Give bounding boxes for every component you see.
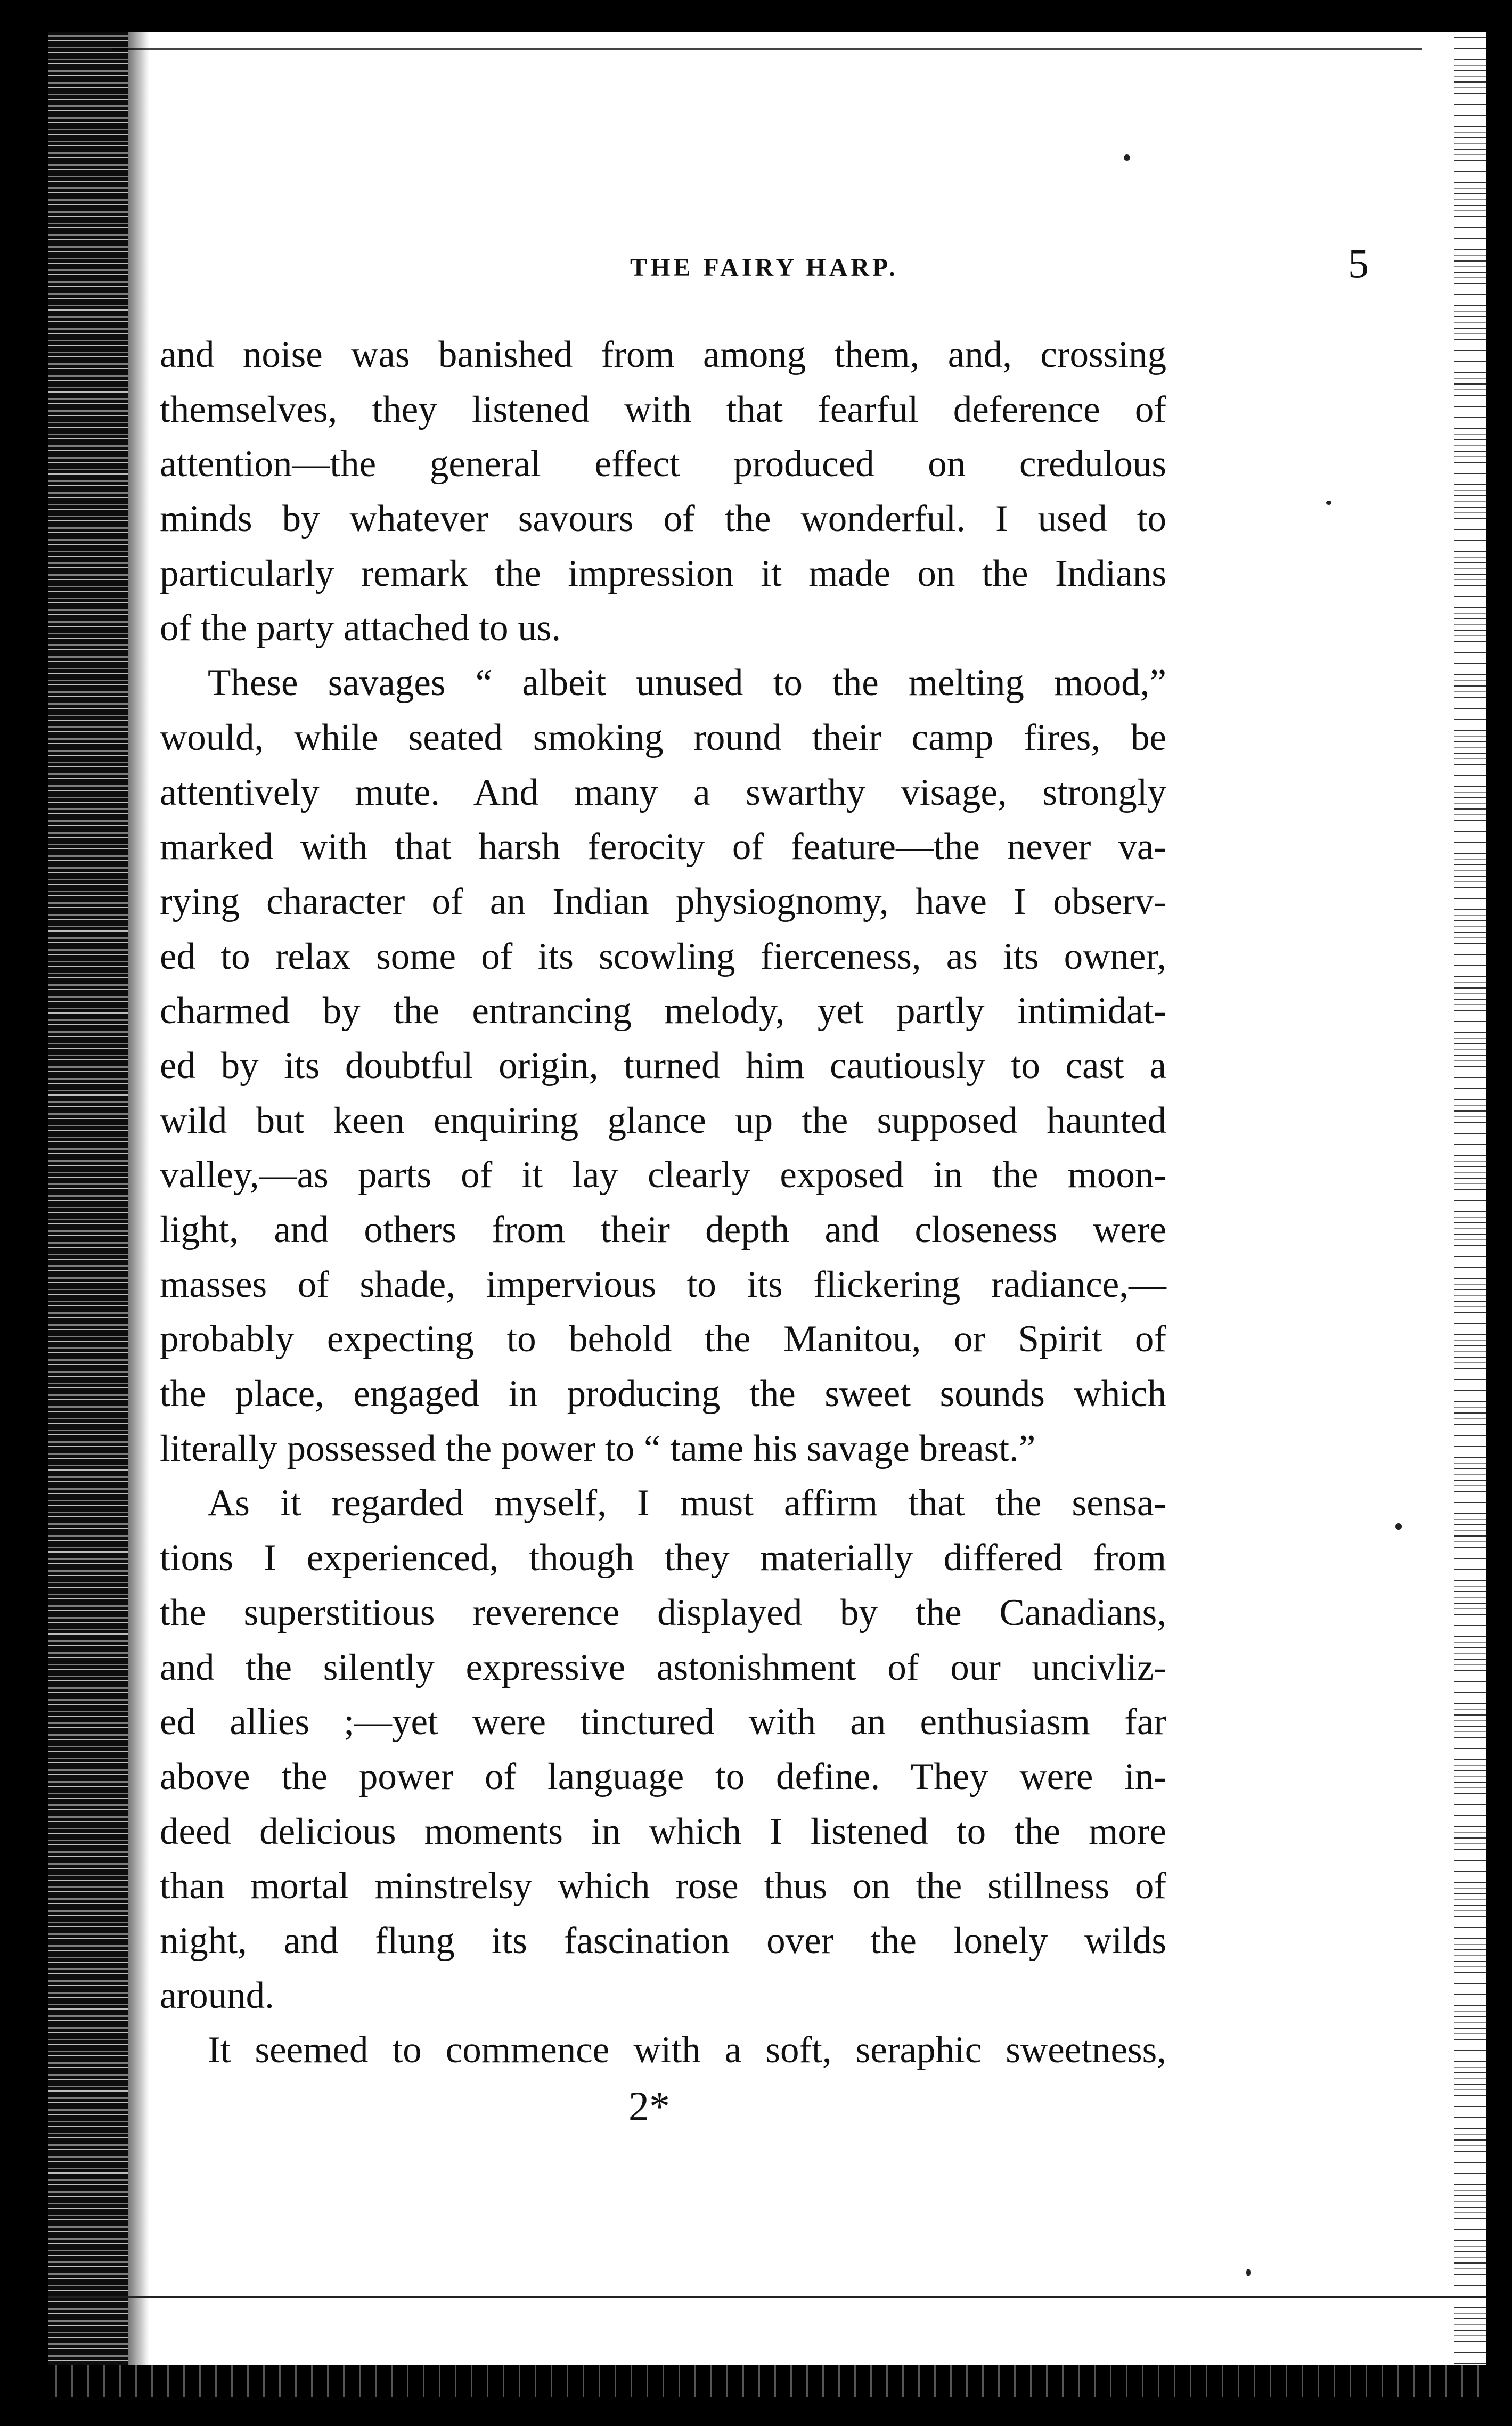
page-number: 5 xyxy=(1348,240,1369,287)
ink-speck xyxy=(1395,1523,1402,1530)
text-line: and noise was banished from among them, and, crossing xyxy=(160,334,1166,375)
text-line: tions I experienced, though they materially differed from xyxy=(160,1537,1166,1579)
text-line: literally possessed the power to “ tame his savage breast.” xyxy=(160,1427,1036,1469)
text-line: charmed by the entrancing melody, yet partly intimidat- xyxy=(160,990,1166,1032)
top-scan-rule xyxy=(112,48,1422,50)
gutter-shadow xyxy=(128,32,149,2397)
text-line: minds by whatever savours of the wonderful. I used to xyxy=(160,498,1166,540)
text-line: would, while seated smoking round their camp fires, be xyxy=(160,716,1166,758)
text-line: particularly remark the impression it made on the Indians xyxy=(160,552,1166,594)
text-line: night, and flung its fascination over the lonely wilds xyxy=(160,1919,1166,1962)
text-line: and the silently expressive astonishment of our uncivliz- xyxy=(160,1646,1166,1688)
page-header xyxy=(160,224,1369,288)
text-line: valley,—as parts of it lay clearly exposed in the moon- xyxy=(160,1154,1166,1196)
text-line: the place, engaged in producing the sweet sounds which xyxy=(160,1373,1166,1415)
text-line: attention—the general effect produced on credulous xyxy=(160,443,1166,485)
body-text xyxy=(160,328,1166,2078)
gutter-edge xyxy=(48,32,128,2397)
text-line: than mortal minstrelsy which rose thus on the stillness of xyxy=(160,1865,1166,1907)
text-line: rying character of an Indian physiognomy, have I observ- xyxy=(160,880,1166,922)
text-line: As it regarded myself, I must affirm that the sensa- xyxy=(208,1482,1166,1524)
ink-speck xyxy=(1124,154,1130,161)
text-line: the superstitious reverence displayed by the Canadians, xyxy=(160,1591,1166,1633)
text-line: wild but keen enquiring glance up the supposed haunted xyxy=(160,1099,1166,1141)
text-line: masses of shade, impervious to its flickering radiance,— xyxy=(160,1263,1166,1305)
ink-speck xyxy=(1326,501,1331,505)
text-line: attentively mute. And many a swarthy visage, strongly xyxy=(160,771,1166,813)
text-line: marked with that harsh ferocity of feature—the never va- xyxy=(160,826,1166,868)
text-line: themselves, they listened with that fearful deference of xyxy=(160,388,1166,430)
text-line: above the power of language to define. They were in- xyxy=(160,1755,1166,1798)
text-line: ed to relax some of its scowling fierceness, as its owner, xyxy=(160,935,1166,977)
signature-mark: 2* xyxy=(628,2083,670,2129)
page-edge-right xyxy=(1454,32,1486,2397)
text-line: deed delicious moments in which I listened to the more xyxy=(160,1810,1166,1852)
bottom-scan-edge xyxy=(48,2365,1486,2397)
text-line: around. xyxy=(160,1974,274,2016)
text-line: ed allies ;—yet were tinctured with an enthusiasm far xyxy=(160,1701,1166,1743)
book-page xyxy=(48,32,1486,2397)
text-line: ed by its doubtful origin, turned him cautiously to cast a xyxy=(160,1044,1166,1087)
bottom-scan-rule xyxy=(48,2296,1486,2298)
text-line: These savages “ albeit unused to the melting mood,” xyxy=(208,662,1166,704)
ink-speck xyxy=(1246,2269,1251,2276)
text-line: of the party attached to us. xyxy=(160,607,561,649)
text-line: probably expecting to behold the Manitou, or Spirit of xyxy=(160,1318,1166,1360)
running-title: THE FAIRY HARP. xyxy=(630,254,898,282)
text-line: light, and others from their depth and closeness were xyxy=(160,1209,1166,1251)
text-line: It seemed to commence with a soft, seraphic sweetness, xyxy=(208,2029,1166,2071)
